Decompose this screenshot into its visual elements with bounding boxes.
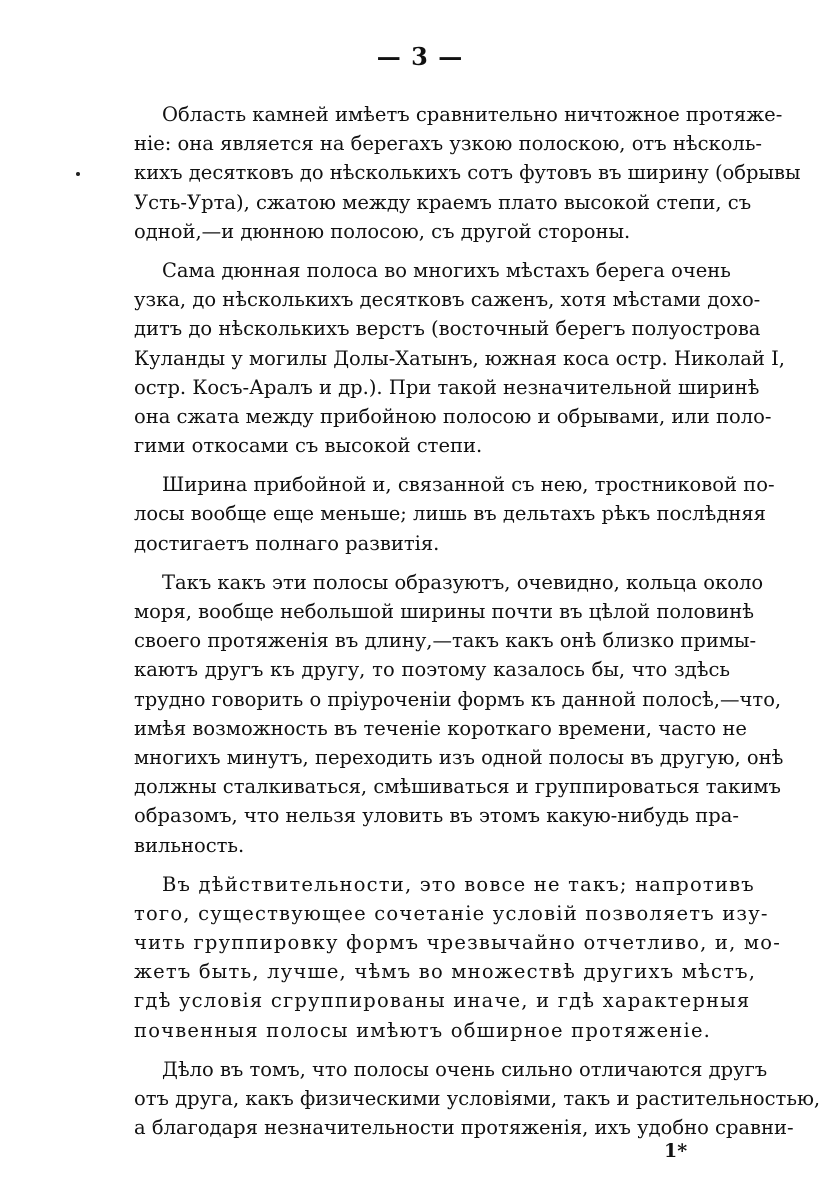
text-line: образомъ, что нельзя уловить въ этомъ какую-нибудь пра- <box>134 804 739 828</box>
paragraph <box>134 870 782 1045</box>
body-text <box>134 100 821 1152</box>
text-line: дитъ до нѣсколькихъ верстъ (восточный берегъ полуострова <box>134 317 761 341</box>
scan-speck <box>76 172 80 176</box>
text-line: Куланды у могилы Долы-Хатынъ, южная коса остр. Николай I, <box>134 346 785 370</box>
text-line: остр. Косъ-Аралъ и др.). При такой незначительной ширинѣ <box>134 375 760 399</box>
text-line: гдѣ условія сгруппированы иначе, и гдѣ характерныя <box>134 989 751 1013</box>
text-line: многихъ минутъ, переходить изъ одной полосы въ другую, онѣ <box>134 745 784 769</box>
text-line: должны сталкиваться, смѣшиваться и группироваться такимъ <box>134 775 781 799</box>
text-line: кихъ десятковъ до нѣсколькихъ сотъ футовъ въ ширину (обрывы <box>134 161 801 185</box>
paragraph <box>134 568 784 860</box>
paragraph <box>134 256 785 460</box>
text-line: того, существующее сочетаніе условій позволяетъ изу- <box>134 901 769 925</box>
paragraph <box>134 1055 821 1143</box>
text-line: жетъ быть, лучше, чѣмъ во множествѣ другихъ мѣстъ, <box>134 960 757 984</box>
text-line: достигаетъ полнаго развитія. <box>134 531 440 555</box>
text-line: трудно говорить о пріуроченіи формъ къ данной полосѣ,—что, <box>134 687 782 711</box>
paragraph <box>134 470 775 558</box>
text-line: своего протяженія въ длину,—такъ какъ онѣ близко примы- <box>134 629 757 653</box>
text-line: Такъ какъ эти полосы образуютъ, очевидно, кольца около <box>162 570 764 594</box>
page-number-header: — 3 — <box>376 42 464 71</box>
text-line: ніе: она является на берегахъ узкою полоскою, отъ нѣсколь- <box>134 132 763 156</box>
text-line: одной,—и дюнною полосою, съ другой стороны. <box>134 219 631 243</box>
text-line: а благодаря незначительности протяженія, ихъ удобно сравни- <box>134 1116 794 1140</box>
text-line: Сама дюнная полоса во многихъ мѣстахъ берега очень <box>162 258 731 282</box>
text-line: отъ друга, какъ физическими условіями, такъ и растительностью, <box>134 1087 821 1110</box>
paragraph <box>134 100 801 246</box>
text-line: каютъ другъ къ другу, то поэтому казалось бы, что здѣсь <box>134 658 730 682</box>
text-line: чить группировку формъ чрезвычайно отчетливо, и, мо- <box>134 931 782 955</box>
text-line: лосы вообще еще меньше; лишь въ дельтахъ рѣкъ послѣдняя <box>134 502 766 526</box>
text-line: имѣя возможность въ теченіе короткаго времени, часто не <box>134 716 747 740</box>
signature-mark: 1* <box>664 1140 688 1162</box>
text-line: Усть-Урта), сжатою между краемъ плато высокой степи, съ <box>134 190 752 214</box>
text-line: она сжата между прибойною полосою и обрывами, или поло- <box>134 404 772 428</box>
text-line: моря, вообще небольшой ширины почти въ цѣлой половинѣ <box>134 600 754 623</box>
text-line: Ширина прибойной и, связанной съ нею, тростниковой по- <box>162 473 775 497</box>
text-line: гими откосами съ высокой степи. <box>134 434 483 458</box>
text-line: Въ дѣйствительности, это вовсе не такъ; напротивъ <box>162 872 755 896</box>
text-line: вильность. <box>134 833 245 857</box>
text-line: Дѣло въ томъ, что полосы очень сильно отличаются другъ <box>162 1057 768 1081</box>
text-line: узка, до нѣсколькихъ десятковъ саженъ, хотя мѣстами дохо- <box>134 288 761 312</box>
text-line: Область камней имѣетъ сравнительно ничтожное протяже- <box>162 103 783 126</box>
text-line: почвенныя полосы имѣютъ обширное протяженіе. <box>134 1018 712 1042</box>
